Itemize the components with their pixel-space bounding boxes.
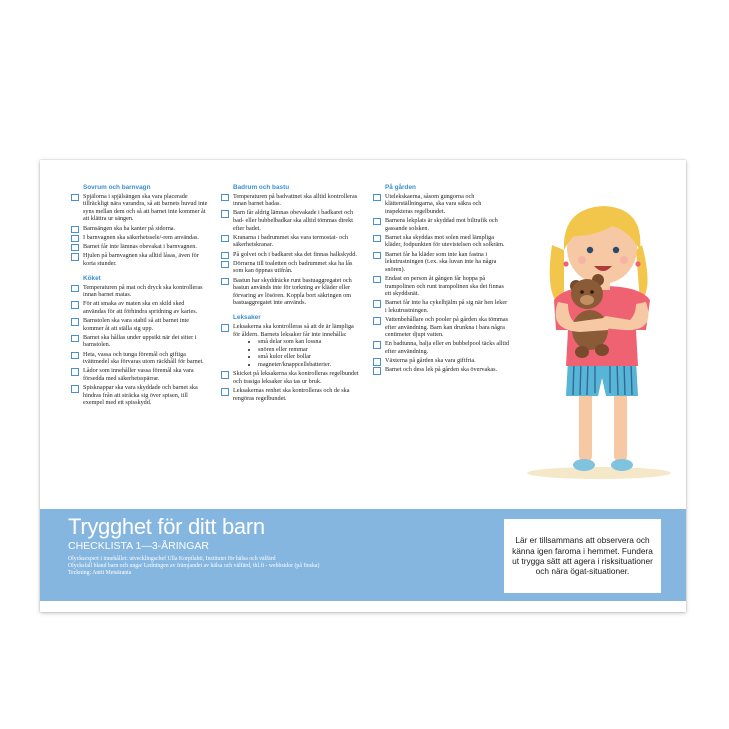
column-1 — [68, 184, 208, 409]
credit-line: Teckning: Antti Metsäranta — [68, 570, 132, 576]
checklist-item[interactable]: En badtunna, balja eller en bubbelpool täcks alltid efter användning. — [370, 340, 510, 355]
checkbox-icon[interactable] — [71, 335, 79, 343]
checklist-item[interactable]: Heta, vassa och tunga föremål och giftiga tvättmedel ska förvaras utom räckhåll för barnet. — [68, 351, 208, 366]
girl-with-teddy-illustration — [524, 190, 674, 485]
checkbox-icon[interactable] — [71, 352, 79, 360]
checklist-item[interactable]: Hjulen på barnvagnen ska alltid låsas, även för korta stunder. — [68, 252, 208, 267]
checklist-item[interactable]: Vattenbehållare och pooler på gården ska tömmas efter användning. Barn kan drunkna i bara några centimeter djupt vatten. — [370, 316, 510, 339]
callout-box — [504, 519, 661, 593]
section-yard — [370, 184, 510, 374]
checkbox-icon[interactable] — [221, 324, 229, 332]
credits — [68, 556, 319, 577]
checklist-item[interactable]: Växterna på gården ska vara giftfria. — [370, 357, 510, 365]
checklist-item[interactable]: Temperaturen på badvattnet ska alltid kontrolleras innan barnet badas. — [218, 193, 360, 208]
checklist-item[interactable]: Temperaturen på mat och dryck ska kontrolleras innan barnet matas. — [68, 284, 208, 299]
section-title: Köket — [83, 274, 101, 282]
checklist-item[interactable]: Endast en person åt gången får hoppa på trampolinen och runt trampolinen ska det finnas ett skyddsnät. — [370, 275, 510, 298]
column-2 — [218, 184, 360, 404]
bullet-item: • snören eller remmar — [258, 346, 360, 354]
checkbox-icon[interactable] — [221, 252, 229, 260]
checklist-item[interactable]: Spisknappar ska vara skyddade och barnet ska hindras från att sträcka sig över spisen, till exempel med ett spisskydd. — [68, 384, 208, 407]
poster-title: Trygghet för ditt barn — [68, 514, 265, 539]
bullet-list — [233, 338, 360, 368]
section-bedroom — [68, 184, 208, 267]
checkbox-icon[interactable] — [221, 194, 229, 202]
checklist-item[interactable]: Bastun har skyddräcke runt bastuaggregatet och bastun används inte för torkning av kläder eller förvaring av lösören. Koppla bort säkringen om bastuaggregatet inte används. — [218, 277, 360, 307]
checkbox-icon[interactable] — [221, 235, 229, 243]
right-leg — [614, 390, 627, 462]
section-title: Badrum och bastu — [233, 184, 290, 191]
section-bathroom — [218, 184, 360, 307]
checkbox-icon[interactable] — [221, 388, 229, 396]
checkbox-icon[interactable] — [373, 276, 381, 284]
checklist-item[interactable]: Utelekskaerna, såsom gungorna och klätterställningarna, ska vara säkra och inspekteras regelbundet. — [370, 193, 510, 216]
checklist-item[interactable]: Leksakerna ska kontrolleras så att de är lämpliga för åldern. Barnets leksaker får inte innehålla: • små delar som kan lossna • snören eller remmar • små kulor eller bollar • magneter/knappcellsbatterier. — [218, 323, 360, 369]
checklist-poster — [40, 160, 686, 612]
checkbox-icon[interactable] — [71, 301, 79, 309]
floor-shadow — [527, 467, 671, 479]
left-leg — [579, 390, 592, 462]
checklist-item[interactable]: Spjälorna i spjälsängen ska vara placerade tillräckligt nära varandra, så att barnets huvud inte syns mellan dem och så att barnet inte kommer åt att klättra ur sängen. — [68, 193, 208, 223]
checkbox-icon[interactable] — [71, 385, 79, 393]
checkbox-icon[interactable] — [71, 318, 79, 326]
checklist-item[interactable]: Barnens lekplats är skyddad mot biltrafik och gassande solsken. — [370, 217, 510, 232]
section-kitchen — [68, 275, 208, 407]
checklist-item[interactable]: Barnet får inte ha cykelhjälm på sig när hen leker i lekutrustningen. — [370, 299, 510, 314]
checkbox-icon[interactable] — [373, 252, 381, 260]
checklist-item[interactable]: Skicket på leksakerna ska kontrolleras regelbundet och trasiga leksaker ska tas ur bruk. — [218, 370, 360, 385]
checkbox-icon[interactable] — [373, 341, 381, 349]
checklist-item[interactable]: Barnet får inte lämnas obevakat i barnvagnen. — [68, 243, 208, 251]
checkbox-icon[interactable] — [71, 226, 79, 234]
checkbox-icon[interactable] — [373, 317, 381, 325]
checkbox-icon[interactable] — [71, 244, 79, 252]
checklist-item[interactable]: Lådor som innehåller vassa föremål ska vara försedda med säkerhetsspärrar. — [68, 367, 208, 382]
checkbox-icon[interactable] — [221, 371, 229, 379]
checklist-item[interactable]: Barnsängen ska ha kanter på sidorna. — [68, 225, 208, 233]
section-title: Leksaker — [233, 314, 261, 322]
checklist-item[interactable]: Kranarna i badrummet ska vara termostat- och säkerhetskranar. — [218, 234, 360, 249]
checklist-item[interactable]: Barnet får ha kläder som inte kan fastna i lekutrustningen (t.ex. ska luvan inte ha några snören). — [370, 251, 510, 274]
title-banner — [40, 509, 686, 601]
checkbox-icon[interactable] — [71, 285, 79, 293]
checklist-item[interactable]: Leksakernas renhet ska kontrolleras och de ska rengöras regelbundet. — [218, 387, 360, 402]
credit-line: Olycksexpert i innehållet: utvecklingschef Ulla Korpilahti, Institutet för hälsa och välfärd — [68, 556, 276, 562]
checkbox-icon[interactable] — [373, 300, 381, 308]
column-3 — [370, 184, 510, 376]
checkbox-icon[interactable] — [221, 210, 229, 218]
right-shoe — [611, 459, 633, 471]
checkbox-icon[interactable] — [221, 261, 229, 269]
checklist-item[interactable]: Barnet och dess lek på gården ska övervakas. — [370, 366, 510, 374]
checklist-item[interactable]: För att smaka av maten ska en skild sked användas för att förhindra spridning av karies. — [68, 300, 208, 315]
callout-text: Lär er tillsammans att observera och känna igen faroma i hemmet. Fundera ut trygga sätt att agera i risksituationer och nära ögat-situationer. — [512, 535, 653, 577]
checkbox-icon[interactable] — [71, 368, 79, 376]
checkbox-icon[interactable] — [221, 278, 229, 286]
section-toys — [218, 314, 360, 402]
checkbox-icon[interactable] — [71, 194, 79, 202]
left-shoe — [573, 459, 595, 471]
checkbox-icon[interactable] — [373, 218, 381, 226]
checkbox-icon[interactable] — [373, 194, 381, 202]
bullet-item: • små delar som kan lossna — [258, 338, 360, 346]
section-title: Sovrum och barnvagn — [83, 184, 151, 191]
checklist-item[interactable]: Barnet ska skyddas mot solen med lämpliga kläder, fodpunkten för utevistelsen och solkräm. — [370, 234, 510, 249]
checkbox-icon[interactable] — [373, 235, 381, 243]
checkbox-icon[interactable] — [71, 235, 79, 243]
section-title: På gården — [385, 184, 416, 191]
checklist-item[interactable]: Barnet ska hållas under uppsikt när det sitter i barnstolen. — [68, 334, 208, 349]
credit-line: Olycksfall bland barn och unga/ Ledningen av främjandet av hälsa och välfärd, thl.fi - webbsidor (på finska) — [68, 563, 320, 569]
checklist-item[interactable]: På golvet och i badkaret ska det finnas halkskydd. — [218, 251, 360, 259]
checklist-item[interactable]: I barnvagnen ska säkerhetssele/-rem användas. — [68, 234, 208, 242]
checklist-item[interactable]: Dörrarna till toaletten och badrummet ska ha lås som kan öppnas utifrån. — [218, 260, 360, 275]
checkbox-icon[interactable] — [373, 367, 381, 375]
checkbox-icon[interactable] — [373, 358, 381, 366]
bullet-item: • magneter/knappcellsbatterier. — [258, 361, 360, 369]
checklist-item[interactable]: Barnstolen ska vara stabil så att barnet inte kommer åt att ställa sig upp. — [68, 317, 208, 332]
checkbox-icon[interactable] — [71, 253, 79, 261]
bullet-item: • små kulor eller bollar — [258, 353, 360, 361]
poster-subtitle: CHECKLISTA 1—3-ÅRINGAR — [68, 540, 210, 552]
checklist-item[interactable]: Barn får aldrig lämnas obevakade i badkaret och bad- eller bubbelbadkar ska alltid tömmas direkt efter badet. — [218, 209, 360, 232]
